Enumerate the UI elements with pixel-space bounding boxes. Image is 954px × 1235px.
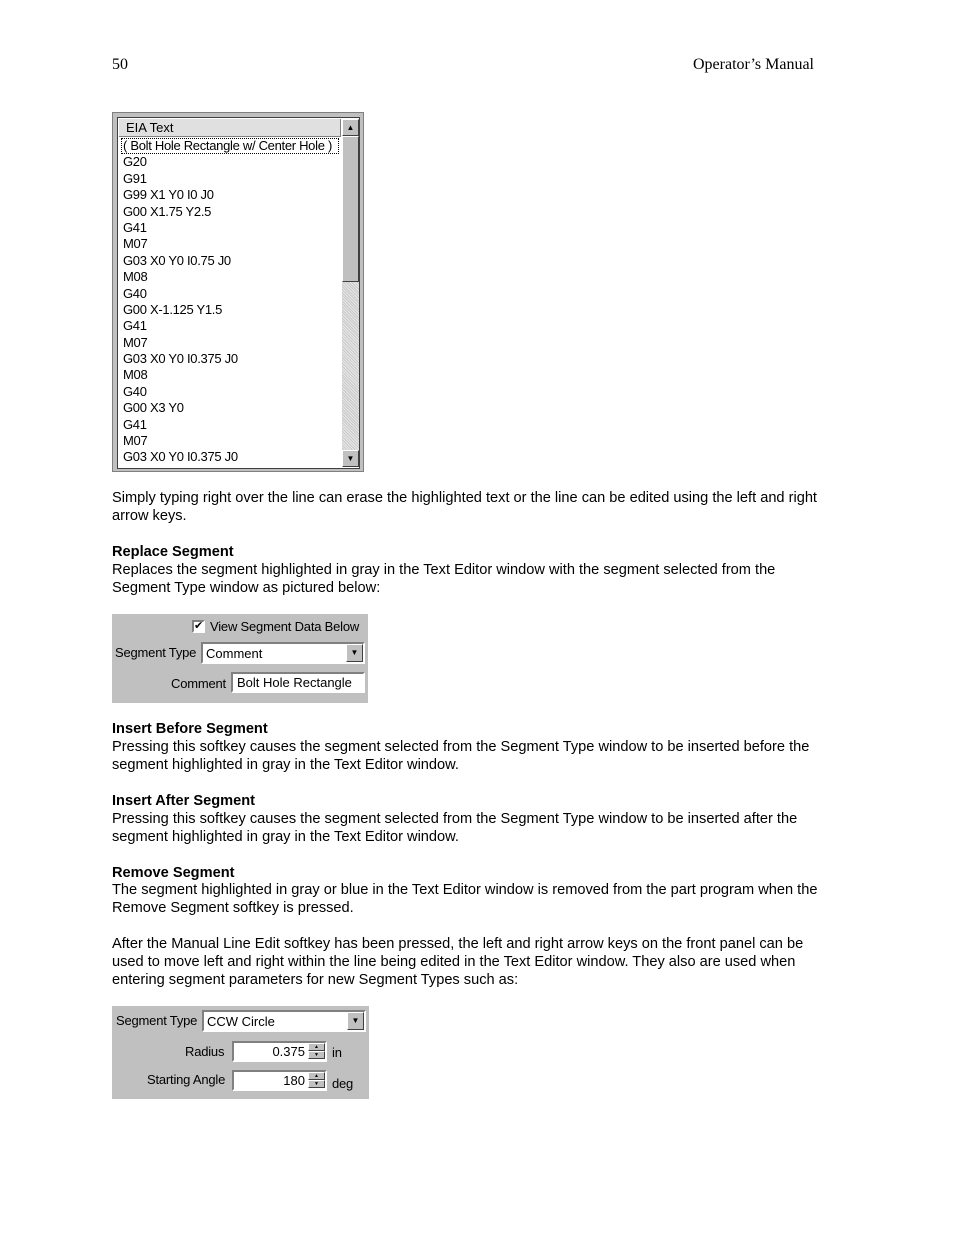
starting-angle-value: 180 [283,1073,305,1088]
list-item[interactable]: G41 [123,416,147,432]
list-rows [123,138,341,466]
list-item[interactable]: G91 [123,170,147,186]
chevron-down-icon[interactable]: ▼ [347,1012,364,1030]
list-item[interactable]: G03 X0 Y0 I0.375 J0 [123,449,238,465]
list-item[interactable]: ( Bolt Hole Rectangle w/ Center Hole ) [121,138,339,154]
list-item[interactable]: G20 [123,154,147,170]
list-item[interactable]: G03 X0 Y0 I0.75 J0 [123,252,231,268]
radius-stepper[interactable] [232,1041,327,1062]
heading-remove-segment: Remove Segment [112,865,235,881]
view-segment-data-checkbox[interactable]: ✔ [194,620,204,632]
starting-angle-spin[interactable] [308,1072,325,1089]
list-item[interactable]: M07 [123,236,148,252]
list-item[interactable]: G99 X1 Y0 I0 J0 [123,187,214,203]
view-segment-data-label: View Segment Data Below [210,619,360,634]
paragraph-remove-segment: The segment highlighted in gray or blue in the Text Editor window is removed from the part program when the Remove Segment softkey is pressed. [112,882,818,916]
comment-label: Comment [171,676,226,691]
list-item[interactable]: M07 [123,433,148,449]
scroll-up-arrow-icon[interactable]: ▲ [342,119,359,136]
scroll-thumb[interactable] [342,136,359,282]
spin-up-icon[interactable]: ▲ [308,1072,325,1080]
paragraph-replace-segment: Replaces the segment highlighted in gray in the Text Editor window with the segment selected from the Segment Type window as pictured below: [112,562,776,596]
spin-down-icon[interactable]: ▼ [308,1080,325,1088]
comment-value: Bolt Hole Rectangle [237,675,352,690]
segment-type-dropdown[interactable] [202,1010,366,1032]
heading-insert-before: Insert Before Segment [112,721,268,737]
radius-spin[interactable] [308,1043,325,1060]
spin-down-icon[interactable]: ▼ [308,1051,325,1059]
eia-text-listbox[interactable] [112,112,364,472]
segment-type-dropdown[interactable] [201,642,365,664]
vertical-scrollbar[interactable] [342,119,359,467]
list-item[interactable]: G00 X-1.125 Y1.5 [123,301,223,317]
list-item[interactable]: G41 [123,219,147,235]
paragraph-insert-before: Pressing this softkey causes the segment selected from the Segment Type window to be inserted before the segment highlighted in gray in the Text Editor window. [112,739,810,773]
list-column-header[interactable]: EIA Text [119,119,341,137]
page-header [112,56,814,78]
list-item[interactable]: G00 X3 Y0 [123,400,184,416]
manual-title: Operator’s Manual [693,56,814,73]
list-item[interactable]: G40 [123,383,147,399]
segment-type-value: CCW Circle [207,1014,275,1029]
ccw-circle-panel [112,1006,369,1099]
list-item[interactable]: M07 [123,334,148,350]
listbox-frame [117,117,360,469]
list-item[interactable]: M08 [123,367,148,383]
segment-data-panel [112,614,368,703]
chevron-down-icon[interactable]: ▼ [346,644,363,662]
list-item[interactable]: G03 X0 Y0 I0.375 J0 [123,351,238,367]
comment-field[interactable] [231,672,365,693]
list-item[interactable]: M08 [123,269,148,285]
list-item[interactable]: G00 X1.75 Y2.5 [123,203,212,219]
scroll-down-arrow-icon[interactable]: ▼ [342,450,359,467]
segment-type-label: Segment Type [116,1013,198,1028]
paragraph-arrow-edit: Simply typing right over the line can erase the highlighted text or the line can be edited using the left and right arrow keys. [112,490,817,524]
radius-label: Radius [185,1044,225,1059]
radius-value: 0.375 [272,1044,305,1059]
starting-angle-stepper[interactable] [232,1070,327,1091]
page-number: 50 [112,56,128,73]
list-item[interactable]: G40 [123,285,147,301]
segment-type-value: Comment [206,646,263,661]
starting-angle-unit: deg [332,1076,354,1091]
paragraph-manual-line-edit: After the Manual Line Edit softkey has been pressed, the left and right arrow keys on the front panel can be used to move left and right within the line being edited in the Text Editor window. They also are used when entering segment parameters for new Segment Types such as: [112,936,804,988]
spin-up-icon[interactable]: ▲ [308,1043,325,1051]
list-item[interactable]: G41 [123,318,147,334]
radius-unit: in [332,1045,342,1060]
segment-type-label: Segment Type [115,645,197,660]
paragraph-insert-after: Pressing this softkey causes the segment selected from the Segment Type window to be inserted after the segment highlighted in gray in the Text Editor window. [112,811,798,845]
heading-replace-segment: Replace Segment [112,544,234,560]
starting-angle-label: Starting Angle [147,1072,226,1087]
heading-insert-after: Insert After Segment [112,793,255,809]
